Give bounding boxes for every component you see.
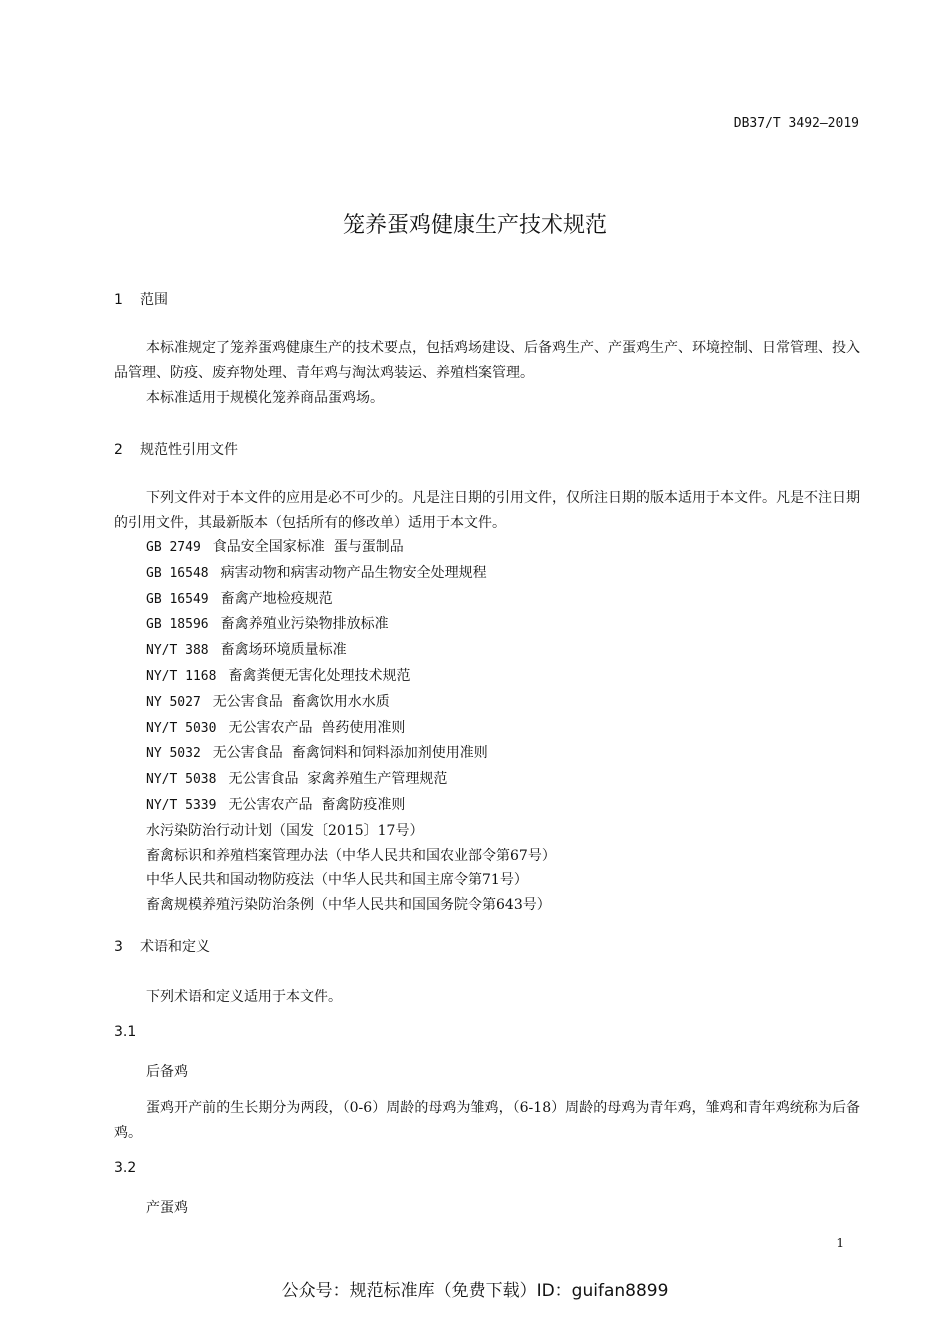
section-heading-terms	[114, 936, 210, 956]
footer-note: 公众号：规范标准库（免费下载）ID：guifan8899	[281, 1281, 669, 1301]
reference-title: 无公害食品 畜禽饮用水水质	[212, 693, 390, 710]
reference-item	[146, 716, 556, 742]
reference-code: NY/T 1168	[146, 668, 217, 684]
reference-title: 食品安全国家标准 蛋与蛋制品	[212, 539, 404, 555]
scope-applicability-paragraph: 本标准适用于规模化笼养商品蛋鸡场。	[146, 390, 384, 406]
document-title: 笼养蛋鸡健康生产技术规范	[342, 213, 607, 238]
reference-code: NY/T 388	[146, 643, 209, 659]
section-title: 术语和定义	[140, 939, 210, 955]
reference-item	[146, 612, 556, 638]
reference-title: 畜禽标识和养殖档案管理办法（中华人民共和国农业部令第67号）	[146, 847, 556, 864]
clause-number: 3.2	[114, 1160, 137, 1176]
reference-title: 畜禽产地检疫规范	[220, 590, 333, 607]
section-heading-normative-references	[114, 439, 238, 459]
reference-item	[146, 561, 556, 587]
standard-code: DB37/T 3492—2019	[733, 116, 859, 131]
reference-title: 畜禽养殖业污染物排放标准	[220, 616, 389, 633]
reference-code: NY/T 5339	[146, 797, 217, 813]
reference-item	[146, 819, 556, 844]
section-heading-scope	[114, 289, 168, 309]
reference-code: NY 5027	[146, 694, 201, 710]
reference-code: GB 2749	[146, 540, 201, 555]
references-intro-paragraph: 下列文件对于本文件的应用是必不可少的。凡是注日期的引用文件，仅所注日期的版本适用于本文件。凡是不注日期的引用文件，其最新版本（包括所有的修改单）适用于本文件。	[114, 490, 860, 531]
reference-title: 畜禽规模养殖污染防治条例（中华人民共和国国务院令第643号）	[146, 897, 551, 914]
reference-code: GB 16549	[146, 591, 209, 607]
reference-code: NY/T 5030	[146, 720, 217, 736]
reference-title: 畜禽粪便无害化处理技术规范	[228, 667, 411, 684]
reference-title: 中华人民共和国动物防疫法（中华人民共和国主席令第71号）	[146, 872, 528, 889]
clause-number: 3.1	[114, 1024, 137, 1040]
reference-item	[146, 587, 556, 613]
reference-item	[146, 664, 556, 690]
reference-list	[146, 535, 556, 918]
reference-item	[146, 844, 556, 869]
scope-paragraph: 本标准规定了笼养蛋鸡健康生产的技术要点，包括鸡场建设、后备鸡生产、产蛋鸡生产、环境控制、日常管理、投入品管理、防疫、废弃物处理、青年鸡与淘汰鸡装运、养殖档案管理。	[114, 340, 860, 381]
reference-title: 无公害食品 畜禽饲料和饲料添加剂使用准则	[212, 745, 488, 762]
reference-item	[146, 690, 556, 716]
reference-item	[146, 535, 556, 561]
term-heading: 产蛋鸡	[146, 1200, 188, 1216]
reference-item	[146, 868, 556, 893]
section-number: 2	[114, 442, 123, 458]
term-definition: 蛋鸡开产前的生长期分为两段，（0-6）周龄的母鸡为雏鸡，（6-18）周龄的母鸡为青年鸡，雏鸡和青年鸡统称为后备鸡。	[114, 1100, 860, 1141]
reference-code: GB 16548	[146, 565, 209, 581]
reference-title: 畜禽场环境质量标准	[220, 642, 347, 659]
section-number: 3	[114, 939, 123, 955]
reference-item	[146, 893, 556, 918]
reference-code: GB 18596	[146, 617, 209, 633]
section-title: 规范性引用文件	[140, 442, 238, 458]
reference-item	[146, 741, 556, 767]
reference-title: 无公害农产品 畜禽防疫准则	[228, 796, 406, 813]
page-number: 1	[836, 1236, 844, 1250]
reference-item	[146, 638, 556, 664]
reference-item	[146, 793, 556, 819]
reference-item	[146, 767, 556, 793]
reference-code: NY 5032	[146, 746, 201, 762]
reference-title: 无公害食品 家禽养殖生产管理规范	[228, 771, 448, 788]
reference-title: 病害动物和病害动物产品生物安全处理规程	[220, 564, 487, 581]
section-title: 范围	[140, 292, 168, 308]
section-number: 1	[114, 292, 123, 308]
reference-title: 无公害农产品 兽药使用准则	[228, 719, 406, 736]
reference-title: 水污染防治行动计划（国发〔2015〕17号）	[146, 822, 424, 839]
terms-intro-paragraph: 下列术语和定义适用于本文件。	[146, 989, 342, 1005]
reference-code: NY/T 5038	[146, 772, 217, 788]
term-heading: 后备鸡	[146, 1064, 188, 1080]
